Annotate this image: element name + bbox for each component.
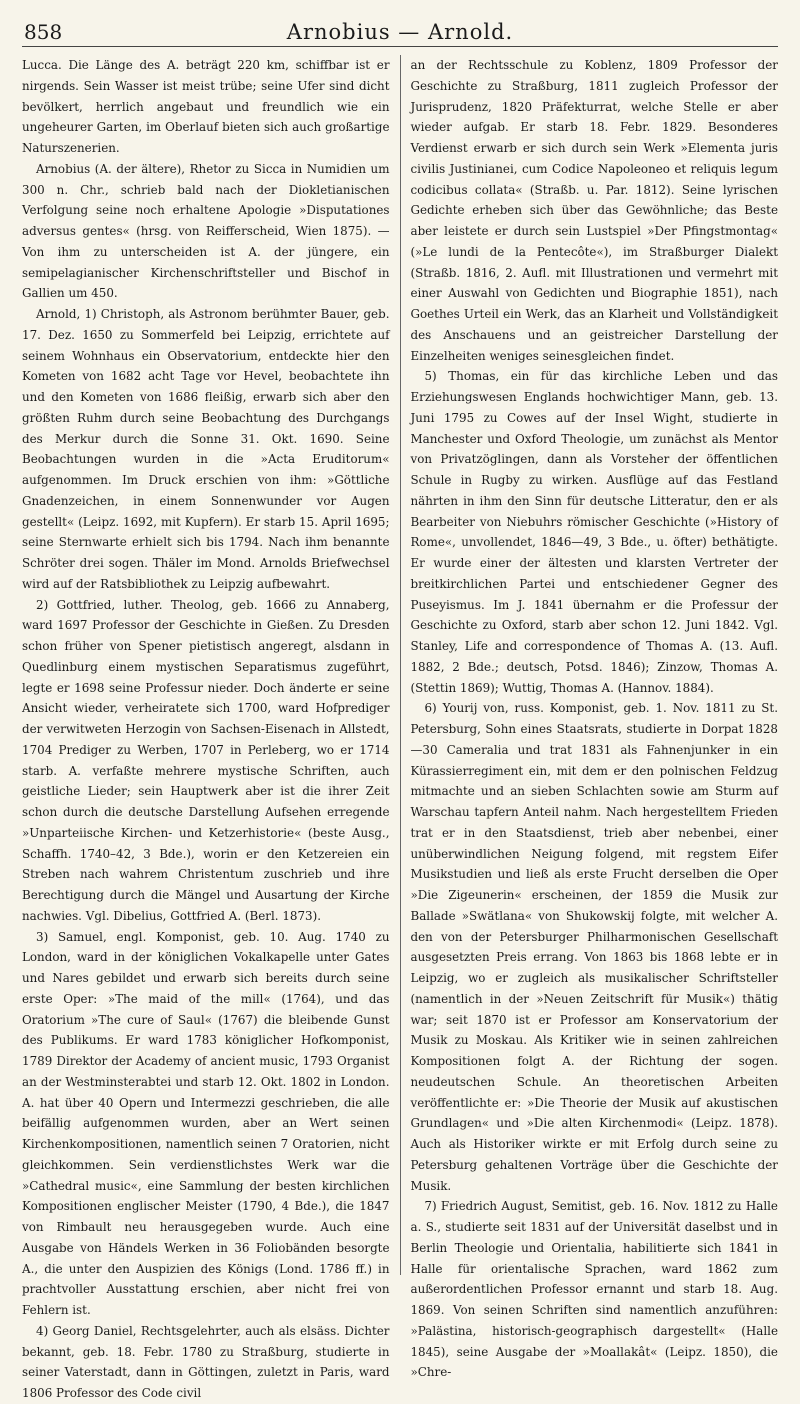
entry-arnold-thomas: 5) Thomas, ein für das kirchliche Leben und das Erziehungswesen Englands hochwichtiger Mann, geb. 13. Juni 1795 zu Cowes auf der Insel Wight, studierte in Manchester und Oxford Theologie, um zunächst als Mentor von Privatzöglingen, dann als Vorsteher der öffentlichen Schule in Rugby zu wirken. Ausflüge auf das Festland nährten in ihm den Sinn für deutsche Litteratur, den er als Bearbeiter von Niebuhrs römischer Geschichte (»History of Rome«, unvollendet, 1846—49, 3 Bde., u. öfter) bethätigte. Er wurde einer der ältesten und klarsten Vertreter der breitkirchlichen Partei und entschiedener Gegner des Puseyismus. Im J. 1841 übernahm er die Professur der Geschichte zu Oxford, starb aber schon 12. Juni 1842. Vgl. Stanley, Life and correspondence of Thomas A. (13. Aufl. 1882, 2 Bde.; deutsch, Potsd. 1846); Zinzow, Thomas A. (Stettin 1869); Wuttig, Thomas A. (Hannov. 1884). — [410, 369, 778, 695]
entry-arnold-georg-daniel: 4) Georg Daniel, Rechtsgelehrter, auch als elsäss. Dichter bekannt, geb. 18. Febr. 1780 zu Straßburg, studierte in seiner Vaterstadt, dann in Göttingen, zuletzt in Paris, ward 1806 Professor des Code civil — [22, 1323, 390, 1400]
entry-arnold-yourij: 6) Yourij von, russ. Komponist, geb. 1. Nov. 1811 zu St. Petersburg, Sohn eines Staatsrats, studierte in Dorpat 1828—30 Cameralia und trat 1831 als Fahnenjunker in ein Kürassierregiment ein, mit dem er den polnischen Feldzug mitmachte und an sieben Schlachten sowie am Sturm auf Warschau tapfern Anteil nahm. Nach hergestelltem Frieden trat er in den Staatsdienst, trieb aber nebenbei, einer unüberwindlichen Neigung folgend, mit regstem Eifer Musikstudien und ließ als erste Frucht derselben die Oper »Die Zigeunerin« erscheinen, der 1859 die Musik zur Ballade »Swätlana« von Shukowskij folgte, mit welcher A. den von der Petersburger Philharmonischen Gesellschaft ausgesetzten Preis errang. Von 1863 bis 1868 lebte er in Leipzig, wo er zugleich als musikalischer Schriftsteller (namentlich in der »Neuen Zeitschrift für Musik«) thätig war; seit 1870 ist er Professor am Konservatorium der Musik zu Moskau. Als Kritiker wie in seinen zahlreichen Kompositionen folgt A. der Richtung der sogen. neudeutschen Schule. An theoretischen Arbeiten veröffentlichte er: »Die Theorie der Musik auf akustischen Grundlagen« und »Die alten Kirchenmodi« (Leipz. 1878). Auch als Historiker wirkte er mit Erfolg durch seine zu Petersburg gehaltenen Vorträge über die Geschichte der Musik. — [410, 701, 778, 1193]
entry-arnobius: Arnobius (A. der ältere), Rhetor zu Sicca in Numidien um 300 n. Chr., schrieb bald nach der Diokletianischen Verfolgung seine noch erhaltene Apologie »Disputationes adversus gentes« (hrsg. von Reifferscheid, Wien 1875). — Von ihm zu unterscheiden ist A. der jüngere, ein semipelagianischer Kirchenschriftsteller und Bischof in Gallien um 450. — [22, 161, 390, 301]
text-columns — [22, 55, 778, 1400]
column-divider — [400, 55, 401, 1275]
entry-arnold-gottfried: 2) Gottfried, luther. Theolog, geb. 1666 zu Annaberg, ward 1697 Professor der Geschichte in Gießen. Zu Dresden schon früher von Spener pietistisch angeregt, alsdann in Quedlinburg einem mystischen Separatismus zugeführt, legte er 1698 seine Professur nieder. Doch änderte er seine Ansicht wieder, verheiratete sich 1700, ward Hofprediger der verwitweten Herzogin von Sachsen-Eisenach in Allstedt, 1704 Prediger zu Werben, 1707 in Perleberg, wo er 1714 starb. A. verfaßte mehrere mystische Schriften, auch geistliche Lieder; sein Hauptwerk aber ist die ihrer Zeit schon durch die deutsche Darstellung Aufsehen erregende »Unparteiische Kirchen- und Ketzerhistorie« (beste Ausg., Schaffh. 1740–42, 3 Bde.), worin er den Ketzereien ein Streben nach wahrem Christentum zuschrieb und ihre Berechtigung durch die Mängel und Ausartung der Kirche nachwies. Vgl. Dibelius, Gottfried A. (Berl. 1873). — [22, 597, 390, 923]
entry-arnold-friedrich-august: 7) Friedrich August, Semitist, geb. 16. Nov. 1812 zu Halle a. S., studierte seit 1831 auf der Universität daselbst und in Berlin Theologie und Orientalia, habilitierte sich 1841 in Halle für orientalische Sprachen, ward 1862 zum außerordentlichen Professor ernannt und starb 18. Aug. 1869. Von seinen Schriften sind namentlich anzuführen: »Palästina, historisch-geographisch dargestellt« (Halle 1845), seine Ausgabe der »Moallakât« (Leipz. 1850), die »Chre- — [410, 1199, 778, 1380]
entry-lucca-continuation: Lucca. Die Länge des A. beträgt 220 km, schiffbar ist er nirgends. Sein Wasser ist meist trübe; seine Ufer sind dicht bevölkert, herrlich angebaut und freundlich wie ein ungeheurer Garten, im Oberlauf bieten sich auch großartige Naturszenerien. — [22, 58, 390, 155]
entry-arnold-christoph: Arnold, 1) Christoph, als Astronom berühmter Bauer, geb. 17. Dez. 1650 zu Sommerfeld bei Leipzig, errichtete auf seinem Wohnhaus ein Observatorium, entdeckte hier den Kometen von 1682 acht Tage vor Hevel, beobachtete ihn und den Kometen von 1686 fleißig, erwarb sich aber den größten Ruhm durch seine Beobachtung des Durchgangs des Merkur durch die Sonne 31. Okt. 1690. Seine Beobachtungen wurden in die »Acta Eruditorum« aufgenommen. Im Druck erschien von ihm: »Göttliche Gnadenzeichen, in einem Sonnenwunder vor Augen gestellt« (Leipz. 1692, mit Kupfern). Er starb 15. April 1695; seine Sternwarte erhielt sich bis 1794. Nach ihm benannte Schröter drei sogen. Thäler im Mond. Arnolds Briefwechsel wird auf der Ratsbibliothek zu Leipzig aufbewahrt. — [22, 307, 390, 591]
left-column — [22, 55, 390, 1400]
right-column — [410, 55, 778, 1380]
page-number: 858 — [24, 20, 63, 44]
running-head — [22, 20, 778, 47]
entry-arnold-samuel: 3) Samuel, engl. Komponist, geb. 10. Aug. 1740 zu London, ward in der königlichen Vokalkapelle unter Gates und Nares gebildet und erwarb sich bereits durch seine erste Oper: »The maid of the mill« (1764), und das Oratorium »The cure of Saul« (1767) die bleibende Gunst des Publikums. Er ward 1783 königlicher Hofkomponist, 1789 Direktor der Academy of ancient music, 1793 Organist an der Westminsterabtei und starb 12. Okt. 1802 in London. A. hat über 40 Opern und Intermezzi geschrieben, die alle beifällig aufgenommen wurden, aber an Wert seinen Kirchenkompositionen, namentlich seinen 7 Oratorien, nicht gleichkommen. Sein verdienstlichstes Werk war die »Cathedral music«, eine Sammlung der besten kirchlichen Kompositionen englischer Meister (1790, 4 Bde.), die 1847 von Rimbault neu herausgegeben wurde. Auch eine Ausgabe von Händels Werken in 36 Foliobänden besorgte A., die unter den Auspizien des Königs (Lond. 1786 ff.) in prachtvoller Ausstattung erschien, aber nicht frei von Fehlern ist. — [22, 929, 390, 1317]
running-head-title: Arnobius — Arnold. — [286, 20, 514, 44]
entry-georg-daniel-continuation: an der Rechtsschule zu Koblenz, 1809 Professor der Geschichte zu Straßburg, 1811 zugleich Professor der Jurisprudenz, 1820 Präfekturrat, welche Stelle er aber wieder aufgab. Er starb 18. Febr. 1829. Besonderes Verdienst erwarb er sich durch sein Werk »Elementa juris civilis Justinianei, cum Codice Napoleoneo et reliquis legum codicibus collata« (Straßb. u. Par. 1812). Seine lyrischen Gedichte erheben sich über das Gewöhnliche; das Beste aber leistete er durch sein Lustspiel »Der Pfingstmontag« (»Le lundi de la Pentecôte«), im Straßburger Dialekt (Straßb. 1816, 2. Aufl. mit Illustrationen und vermehrt mit einer Auswahl von Gedichten und Biographie 1851), nach Goethes Urteil ein Werk, das an Klarheit und Vollständigkeit des Anschauens und an geistreicher Darstellung der Einzelheiten weniges seinesgleichen findet. — [410, 58, 778, 363]
